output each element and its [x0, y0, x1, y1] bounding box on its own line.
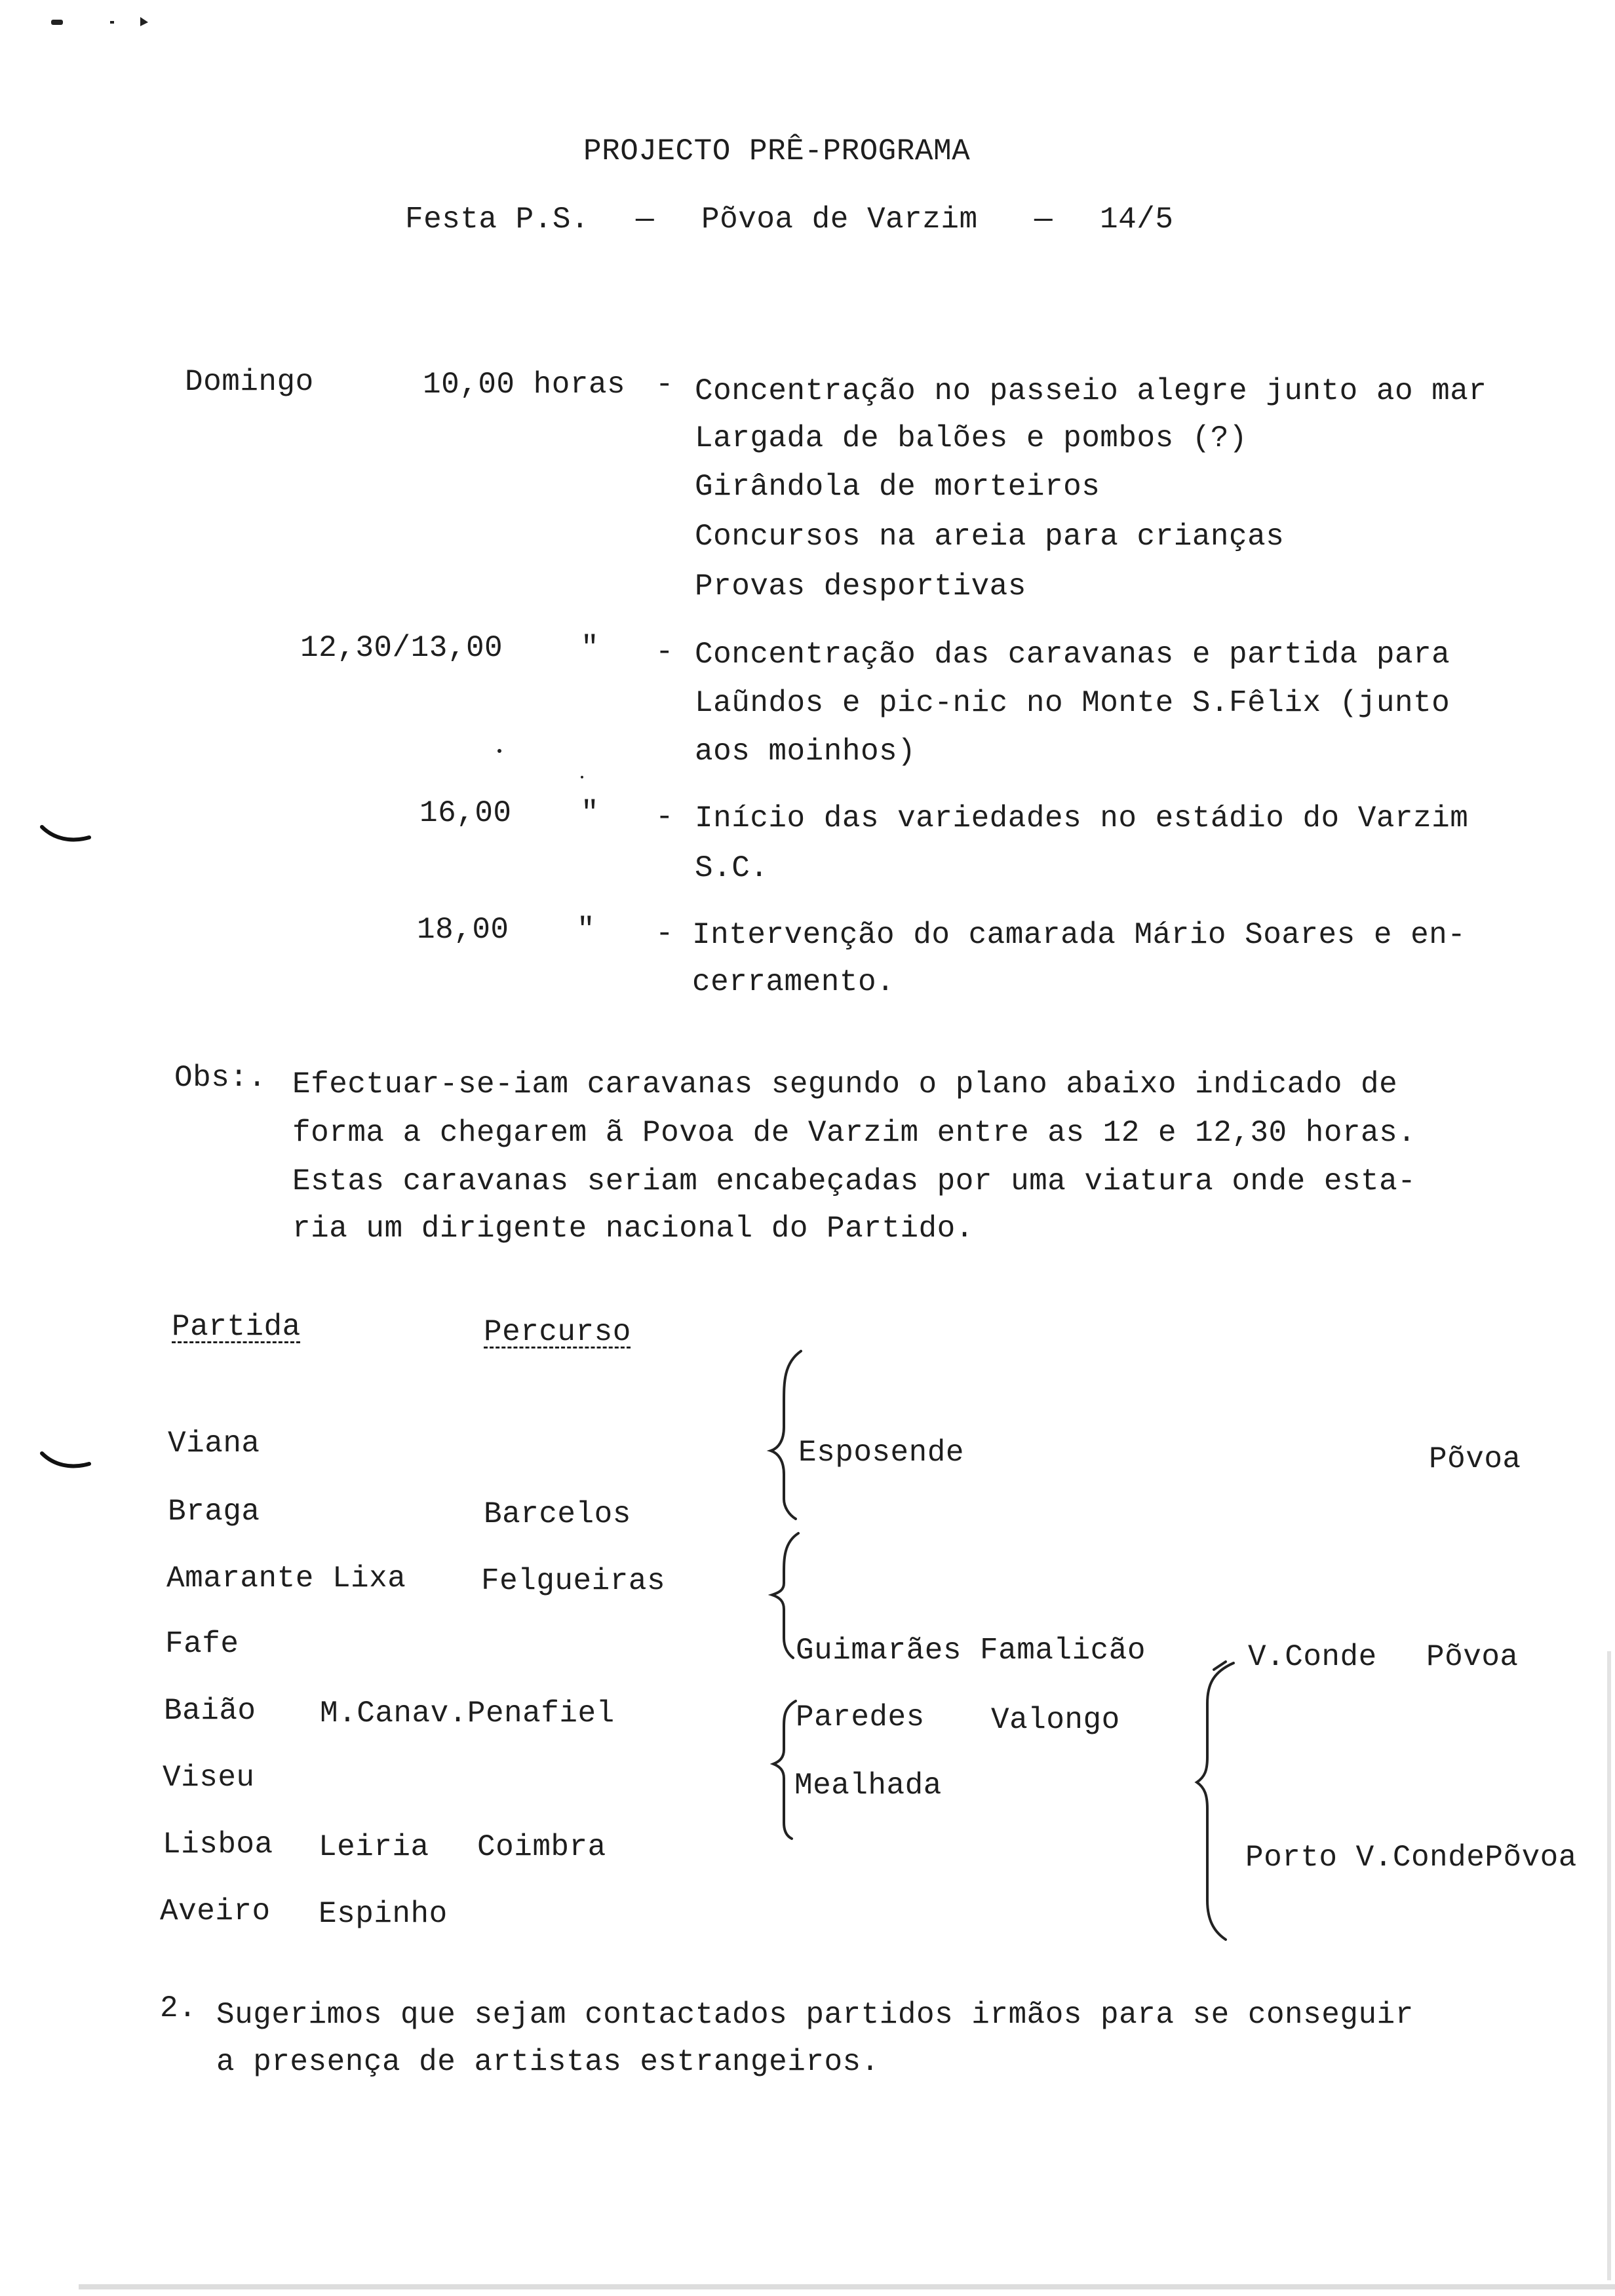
- schedule-line: Largada de balões e pombos (?): [695, 421, 1248, 455]
- obs-line: forma a chegarem ã Povoa de Varzim entre as 12 e 12,30 horas.: [292, 1116, 1416, 1150]
- route-cell: Fafe: [165, 1627, 239, 1661]
- obs-label: Obs:.: [174, 1061, 267, 1095]
- brace: [772, 1533, 798, 1658]
- route-cell: Espinho: [319, 1897, 448, 1931]
- route-cell: Valongo: [991, 1703, 1120, 1737]
- route-cell: Amarante Lixa: [166, 1561, 406, 1596]
- schedule-time: 10,00 horas: [423, 368, 626, 402]
- ditto-mark: ": [577, 913, 596, 947]
- route-cell: Põvoa: [1426, 1640, 1519, 1674]
- route-cell: Felgueiras: [481, 1564, 666, 1598]
- schedule-line: Início das variedades no estádio do Varzim: [695, 801, 1469, 835]
- column-header-percurso: Percurso: [484, 1315, 631, 1349]
- note-line: Sugerimos que sejam contactados partidos irmãos para se conseguir: [216, 1998, 1414, 2032]
- scan-edge-right: [1607, 1651, 1611, 2280]
- schedule-line: Concentração das caravanas e partida para: [695, 638, 1450, 672]
- route-cell: Paredes: [796, 1700, 925, 1734]
- route-cell: Coimbra: [477, 1830, 606, 1864]
- route-cell: Viseu: [163, 1761, 255, 1795]
- route-cell: Lisboa: [163, 1827, 273, 1862]
- ditto-mark: ": [581, 631, 600, 665]
- subtitle-dash: —: [1034, 202, 1053, 237]
- schedule-dash: -: [655, 368, 674, 402]
- route-cell: Porto V.CondePõvoa: [1245, 1841, 1577, 1875]
- route-cell: Põvoa: [1429, 1442, 1521, 1476]
- brace: [771, 1351, 801, 1519]
- schedule-time: 18,00: [417, 913, 509, 947]
- schedule-line: Laũndos e pic-nic no Monte S.Fêlix (junto: [695, 686, 1450, 720]
- schedule-dash: -: [655, 917, 674, 951]
- route-cell: Braga: [168, 1495, 260, 1529]
- route-cell: Baião: [164, 1694, 256, 1728]
- route-cell: Mealhada: [794, 1769, 942, 1803]
- schedule-line: Provas desportivas: [695, 569, 1026, 603]
- schedule-line: cerramento.: [692, 965, 895, 999]
- schedule-dash: -: [655, 800, 674, 834]
- ditto-mark: ": [581, 796, 600, 830]
- brace: [773, 1701, 796, 1839]
- obs-line: Efectuar-se-iam caravanas segundo o plano abaixo indicado de: [292, 1067, 1398, 1101]
- schedule-dash: -: [655, 635, 674, 669]
- subtitle-dash: —: [636, 202, 655, 237]
- note-number: 2.: [160, 1991, 197, 2025]
- schedule-line: Intervenção do camarada Mário Soares e en-: [692, 918, 1466, 952]
- scan-edge-bottom: [79, 2284, 1615, 2289]
- punch-hole-mark: [42, 827, 89, 839]
- schedule-line: Concursos na areia para crianças: [695, 520, 1285, 554]
- column-header-partida: Partida: [172, 1310, 301, 1344]
- route-cell: Guimarães Famalicão: [796, 1634, 1146, 1668]
- punch-hole-mark: [42, 1453, 89, 1466]
- schedule-line: Concentração no passeio alegre junto ao mar: [695, 374, 1487, 408]
- brace: [1197, 1663, 1234, 1940]
- schedule-line: Girândola de morteiros: [695, 470, 1100, 504]
- route-cell: Barcelos: [484, 1497, 631, 1531]
- document-title: PROJECTO PRÊ-PROGRAMA: [583, 134, 971, 168]
- event-place: Põvoa de Varzim: [701, 202, 978, 237]
- event-name: Festa P.S.: [405, 202, 590, 237]
- schedule-time: 16,00: [419, 796, 512, 830]
- route-cell: M.Canav.Penafiel: [320, 1696, 615, 1731]
- note-line: a presença de artistas estrangeiros.: [216, 2045, 880, 2079]
- obs-line: Estas caravanas seriam encabeçadas por uma viatura onde esta-: [292, 1164, 1416, 1198]
- schedule-line: aos moinhos): [695, 735, 916, 769]
- schedule-time: 12,30/13,00: [300, 631, 503, 665]
- scan-specks: [51, 17, 583, 778]
- obs-line: ria um dirigente nacional do Partido.: [292, 1212, 974, 1246]
- route-cell: V.Conde: [1248, 1640, 1377, 1674]
- route-cell: Esposende: [798, 1436, 964, 1470]
- route-cell: Viana: [168, 1426, 260, 1461]
- event-date: 14/5: [1100, 202, 1174, 237]
- schedule-day: Domingo: [185, 365, 314, 399]
- route-cell: Aveiro: [160, 1894, 271, 1928]
- route-cell: Leiria: [319, 1830, 429, 1864]
- schedule-line: S.C.: [695, 851, 769, 885]
